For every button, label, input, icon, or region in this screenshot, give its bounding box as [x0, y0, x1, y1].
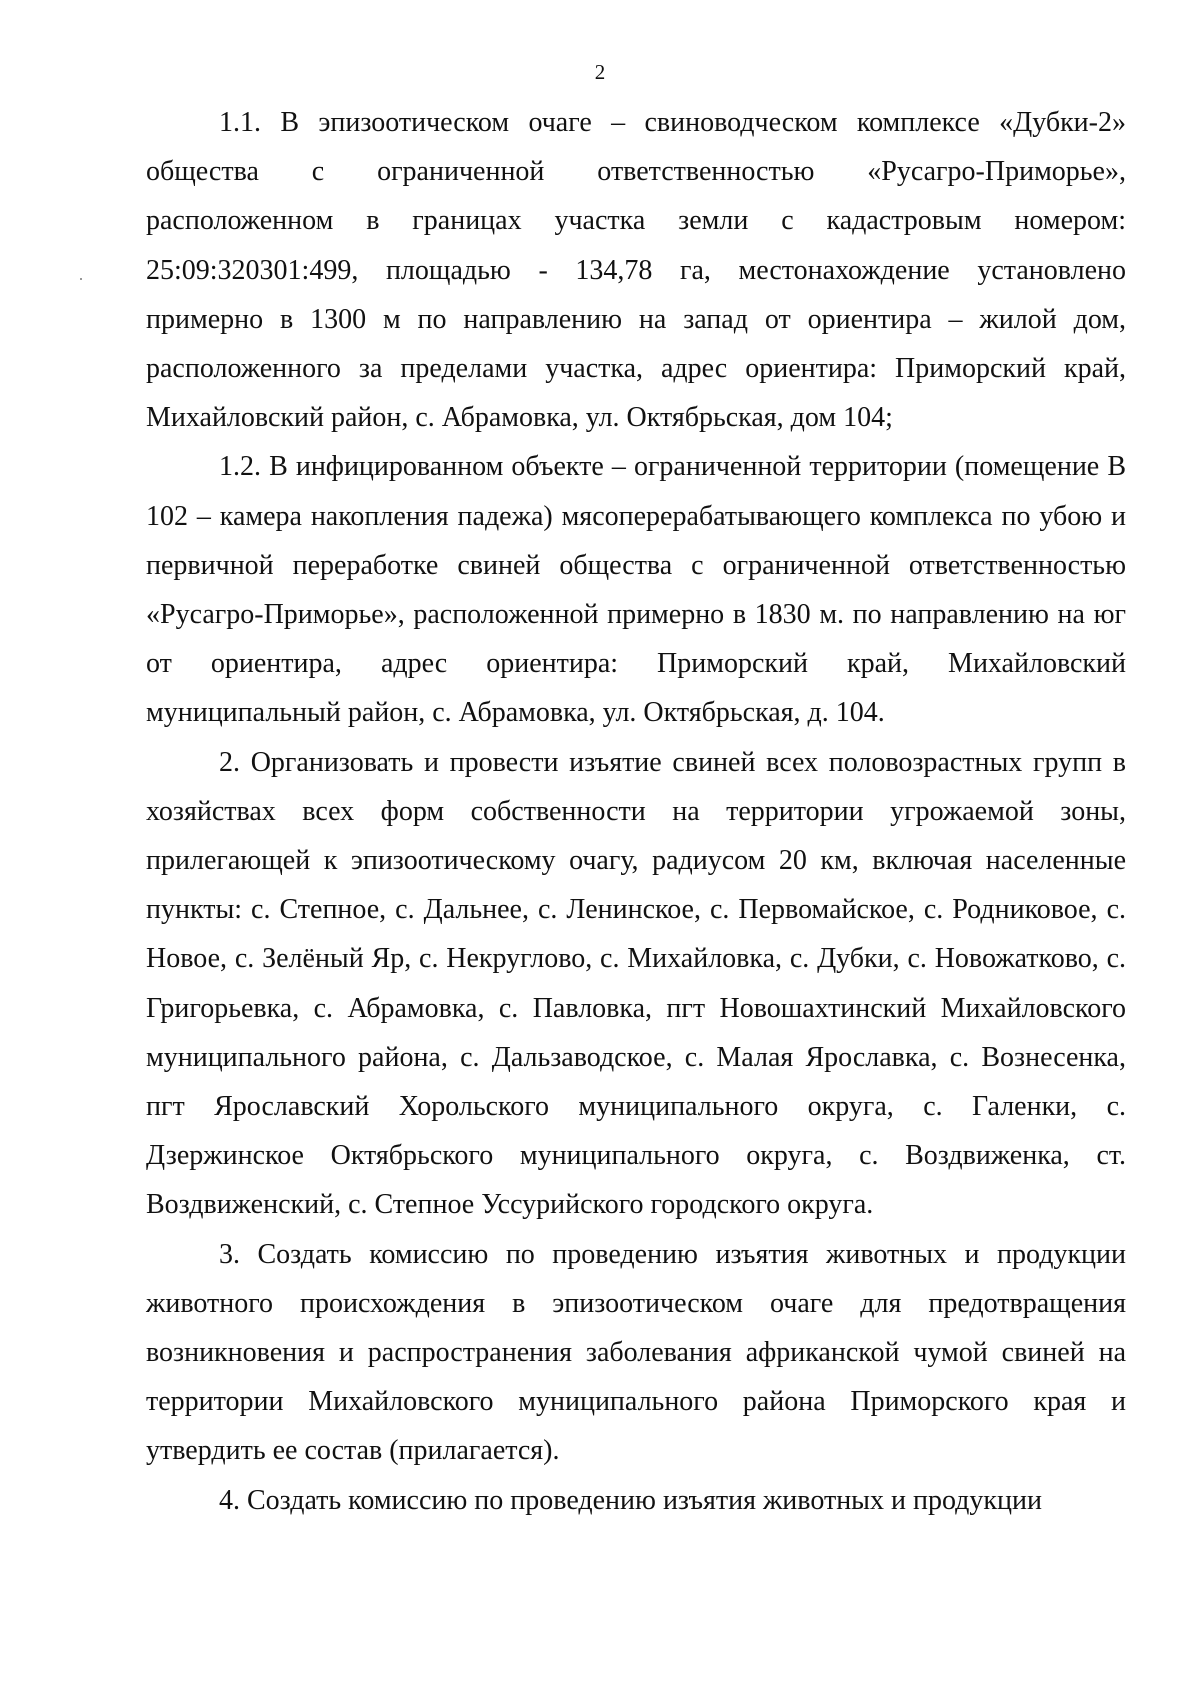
- paragraph-1-2: 1.2. В инфицированном объекте – ограниченной территории (помещение В 102 – камера накопления падежа) мясоперерабатывающего комплекса по убою и первичной переработке свиней общества с ограниченной ответственностью «Русагро-Приморье», расположенной примерно в 1830 м. по направлению на юг от ориентира, адрес ориентира: Приморский край, Михайловский муниципальный район, с. Абрамовка, ул. Октябрьская, д. 104.: [146, 451, 1126, 729]
- document-body: [146, 98, 1126, 1525]
- paragraph-4: 4. Создать комиссию по проведению изъятия животных и продукции: [219, 1484, 1042, 1516]
- paragraph-3: 3. Создать комиссию по проведению изъятия животных и продукции животного происхождения в эпизоотическом очаге для предотвращения возникновения и распространения заболевания африканской чумой свиней на территории Михайловского муниципального района Приморского края и утвердить ее состав (прилагается).: [146, 1238, 1126, 1467]
- page-number: 2: [594, 60, 606, 84]
- scan-speck: [80, 278, 82, 280]
- paragraph-1-1: 1.1. В эпизоотическом очаге – свиноводческом комплексе «Дубки-2» общества с ограниченной ответственностью «Русагро-Приморье», расположенном в границах участка земли с кадастровым номером: 25:09:320301:499, площадью - 134,78 га, местонахождение установлено примерно в 1300 м по направлению на запад от ориентира – жилой дом, расположенного за пределами участка, адрес ориентира: Приморский край, Михайловский район, с. Абрамовка, ул. Октябрьская, дом 104;: [146, 107, 1126, 434]
- paragraph-2: 2. Организовать и провести изъятие свиней всех половозрастных групп в хозяйствах всех форм собственности на территории угрожаемой зоны, прилегающей к эпизоотическому очагу, радиусом 20 км, включая населенные пункты: с. Степное, с. Дальнее, с. Ленинское, с. Первомайское, с. Родниковое, с. Новое, с. Зелёный Яр, с. Некруглово, с. Михайловка, с. Дубки, с. Новожатково, с. Григорьевка, с. Абрамовка, с. Павловка, пгт Новошахтинский Михайловского муниципального района, с. Дальзаводское, с. Малая Ярославка, с. Вознесенка, пгт Ярославский Хорольского муниципального округа, с. Галенки, с. Дзержинское Октябрьского муниципального округа, с. Воздвиженка, ст. Воздвиженский, с. Степное Уссурийского городского округа.: [146, 746, 1126, 1221]
